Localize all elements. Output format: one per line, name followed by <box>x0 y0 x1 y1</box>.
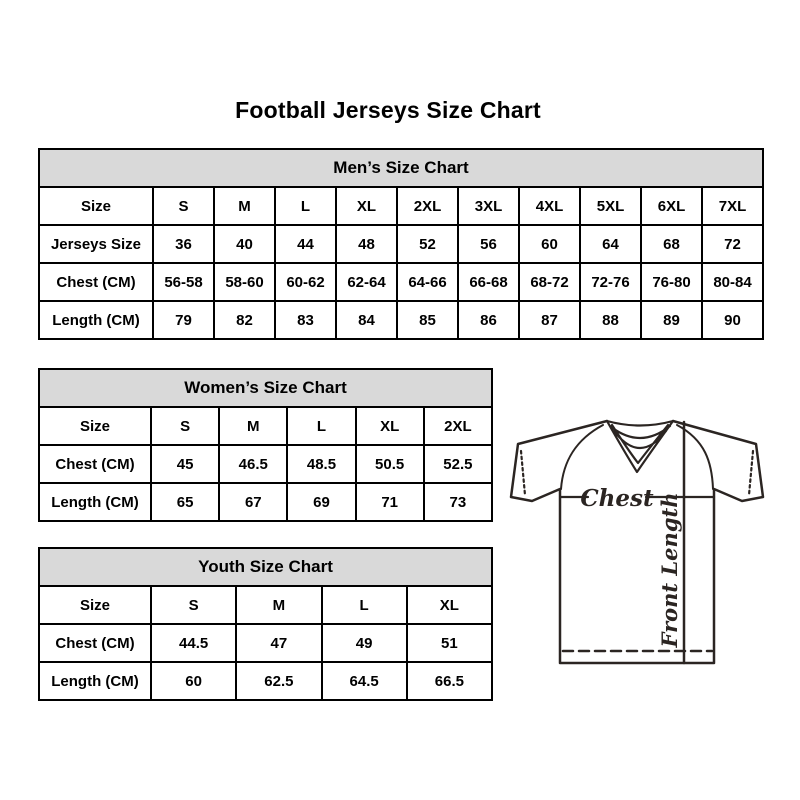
value-cell: XL <box>356 407 424 445</box>
value-cell: 66-68 <box>458 263 519 301</box>
value-cell: 83 <box>275 301 336 339</box>
value-cell: 82 <box>214 301 275 339</box>
value-cell: 86 <box>458 301 519 339</box>
value-cell: 50.5 <box>356 445 424 483</box>
value-cell: 40 <box>214 225 275 263</box>
value-cell: 90 <box>702 301 763 339</box>
table-row <box>39 586 492 624</box>
value-cell: M <box>236 586 321 624</box>
table-title-row <box>39 548 492 586</box>
table-row <box>39 445 492 483</box>
table-title-row <box>39 369 492 407</box>
value-cell: 52.5 <box>424 445 492 483</box>
front-length-label: Front Length <box>657 492 682 648</box>
row-label-cell: Size <box>39 187 153 225</box>
page-title: Football Jerseys Size Chart <box>235 97 541 123</box>
table-title: Men’s Size Chart <box>39 149 763 187</box>
value-cell: 79 <box>153 301 214 339</box>
value-cell: 89 <box>641 301 702 339</box>
value-cell: XL <box>336 187 397 225</box>
mens-size-table <box>38 148 764 340</box>
value-cell: L <box>275 187 336 225</box>
value-cell: 58-60 <box>214 263 275 301</box>
row-label-cell: Length (CM) <box>39 483 151 521</box>
table-row <box>39 407 492 445</box>
value-cell: 44 <box>275 225 336 263</box>
sleeve-stitch-right-dashed <box>749 451 753 495</box>
value-cell: 44.5 <box>151 624 236 662</box>
jersey-seam-left <box>561 425 603 489</box>
value-cell: 85 <box>397 301 458 339</box>
value-cell: 6XL <box>641 187 702 225</box>
value-cell: 80-84 <box>702 263 763 301</box>
chest-label: Chest <box>580 485 654 512</box>
value-cell: 71 <box>356 483 424 521</box>
value-cell: 65 <box>151 483 219 521</box>
value-cell: 49 <box>322 624 407 662</box>
value-cell: 62-64 <box>336 263 397 301</box>
value-cell: 62.5 <box>236 662 321 700</box>
jersey-diagram-svg <box>498 404 783 676</box>
row-label-cell: Chest (CM) <box>39 263 153 301</box>
value-cell: S <box>151 586 236 624</box>
value-cell: L <box>287 407 355 445</box>
row-label-cell: Jerseys Size <box>39 225 153 263</box>
value-cell: 64-66 <box>397 263 458 301</box>
value-cell: 69 <box>287 483 355 521</box>
table-title: Youth Size Chart <box>39 548 492 586</box>
value-cell: 51 <box>407 624 492 662</box>
value-cell: M <box>219 407 287 445</box>
table-row <box>39 187 763 225</box>
table-row <box>39 624 492 662</box>
value-cell: 45 <box>151 445 219 483</box>
value-cell: 76-80 <box>641 263 702 301</box>
row-label-cell: Chest (CM) <box>39 445 151 483</box>
value-cell: 2XL <box>424 407 492 445</box>
value-cell: 60-62 <box>275 263 336 301</box>
value-cell: 73 <box>424 483 492 521</box>
value-cell: 7XL <box>702 187 763 225</box>
value-cell: 60 <box>151 662 236 700</box>
value-cell: 66.5 <box>407 662 492 700</box>
table-title-row <box>39 149 763 187</box>
jersey-outline-shape <box>511 421 763 663</box>
value-cell: 67 <box>219 483 287 521</box>
row-label-cell: Chest (CM) <box>39 624 151 662</box>
value-cell: 87 <box>519 301 580 339</box>
value-cell: 4XL <box>519 187 580 225</box>
row-label-cell: Size <box>39 407 151 445</box>
value-cell: 47 <box>236 624 321 662</box>
table-row <box>39 225 763 263</box>
value-cell: 56 <box>458 225 519 263</box>
value-cell: 72-76 <box>580 263 641 301</box>
row-label-cell: Length (CM) <box>39 301 153 339</box>
table-row <box>39 301 763 339</box>
value-cell: 84 <box>336 301 397 339</box>
sleeve-stitch-left-dashed <box>521 451 525 495</box>
value-cell: S <box>153 187 214 225</box>
value-cell: M <box>214 187 275 225</box>
value-cell: 2XL <box>397 187 458 225</box>
value-cell: 46.5 <box>219 445 287 483</box>
value-cell: 68 <box>641 225 702 263</box>
jersey-measurement-diagram <box>498 404 783 676</box>
value-cell: 48 <box>336 225 397 263</box>
jersey-seam-right <box>677 425 713 489</box>
value-cell: 5XL <box>580 187 641 225</box>
value-cell: S <box>151 407 219 445</box>
value-cell: 48.5 <box>287 445 355 483</box>
value-cell: 3XL <box>458 187 519 225</box>
value-cell: 68-72 <box>519 263 580 301</box>
jersey-collar-shape <box>607 421 673 472</box>
value-cell: L <box>322 586 407 624</box>
value-cell: 60 <box>519 225 580 263</box>
table-row <box>39 483 492 521</box>
table-row <box>39 263 763 301</box>
value-cell: 72 <box>702 225 763 263</box>
value-cell: 36 <box>153 225 214 263</box>
value-cell: XL <box>407 586 492 624</box>
youth-size-table <box>38 547 493 701</box>
table-row <box>39 662 492 700</box>
value-cell: 56-58 <box>153 263 214 301</box>
value-cell: 52 <box>397 225 458 263</box>
table-title: Women’s Size Chart <box>39 369 492 407</box>
row-label-cell: Size <box>39 586 151 624</box>
row-label-cell: Length (CM) <box>39 662 151 700</box>
womens-size-table <box>38 368 493 522</box>
value-cell: 64 <box>580 225 641 263</box>
value-cell: 88 <box>580 301 641 339</box>
value-cell: 64.5 <box>322 662 407 700</box>
